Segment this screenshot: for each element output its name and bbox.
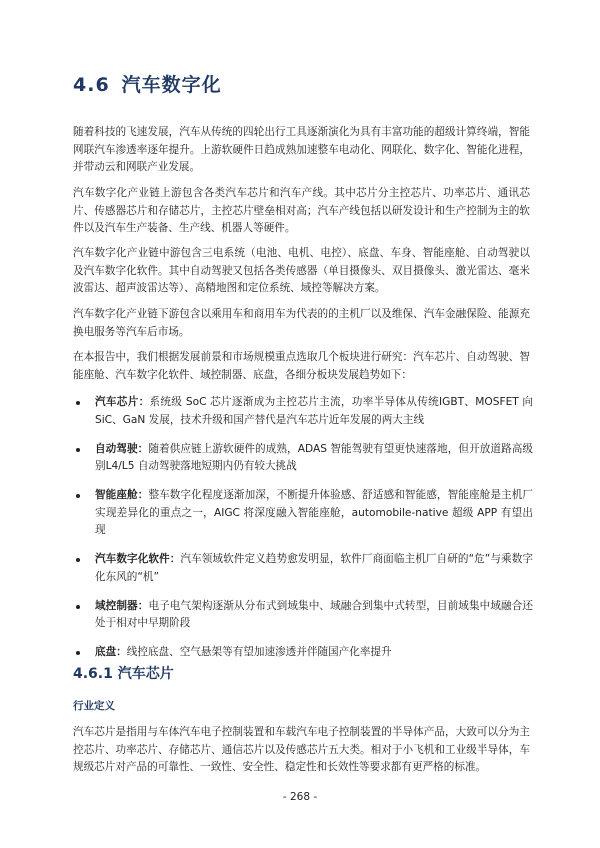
- subsection-title: 汽车芯片: [117, 666, 174, 682]
- section-heading: [73, 70, 222, 97]
- bullet-icon: [76, 494, 80, 498]
- paragraph-scope: 在本报告中，我们根据发展前景和市场规模重点选取几个板块进行研究：汽车芯片、自动驾驶、智能座舱、汽车数字化软件、域控制器、底盘，各细分板块发展趋势如下：: [73, 351, 530, 381]
- subsection-number: 4.6.1: [73, 666, 113, 682]
- list-item: 底盘：线控底盘、空气悬架等有望加速渗透并伴随国产化率提升: [73, 644, 533, 662]
- paragraph-upstream: 汽车数字化产业链上游包含各类汽车芯片和汽车产线。其中芯片分主控芯片、功率芯片、通讯芯片、传感器芯片和存储芯片，主控芯片壁垒相对高；汽车产线包括以研发设计和生产控制为主的软件以及汽车生产装备、生产线、机器人等硬件。: [73, 187, 530, 234]
- trend-list: [73, 394, 533, 673]
- list-item: 汽车数字化软件：汽车领域软件定义趋势愈发明显，软件厂商面临主机厂自研的“危”与乘数字化东风的“机”: [73, 551, 533, 586]
- subsection-heading: [73, 663, 174, 683]
- list-item: 域控制器：电子电气架构逐渐从分布式到域集中、域融合到集中式转型，目前域集中域融合还处于相对中早期阶段: [73, 598, 533, 633]
- paragraph-definition: 汽车芯片是指用与车体汽车电子控制装置和车载汽车电子控制装置的半导体产品，大致可以分为主控芯片、功率芯片、存储芯片、通信芯片以及传感芯片五大类。相对于小飞机和工业级半导体，车规级芯片对产品的可靠性、一致性、安全性、稳定性和长效性等要求都有更严格的标准。: [73, 726, 530, 773]
- bullet-icon: [76, 401, 80, 405]
- paragraph-intro: 随着科技的飞速发展，汽车从传统的四轮出行工具逐渐演化为具有丰富功能的超级计算终端，智能网联汽车渗透率逐年提升。上游软硬件日趋成熟加速整车电动化、网联化、数字化、智能化进程，并带动云和网联产业发展。: [73, 126, 530, 173]
- list-item: 智能座舱：整车数字化程度逐渐加深，不断提升体验感、舒适感和智能感，智能座舱是主机厂实现差异化的重点之一，AIGC 将深度融入智能座舱，automobile-native 超级 APP 有望出现: [73, 487, 533, 540]
- paragraph-midstream: 汽车数字化产业链中游包含三电系统（电池、电机、电控）、底盘、车身、智能座舱、自动驾驶以及汽车数字化软件。其中自动驾驶又包括各类传感器（单目摄像头、双目摄像头、激光雷达、毫米波雷达、超声波雷达等）、高精地图和定位系统、域控等解决方案。: [73, 247, 530, 294]
- section-heading-number: 4.6: [73, 74, 110, 96]
- minor-heading: 行业定义: [73, 700, 115, 712]
- bullet-icon: [76, 448, 80, 452]
- bullet-icon: [76, 558, 80, 562]
- page-number: - 268 -: [282, 791, 318, 803]
- bullet-icon: [76, 651, 80, 655]
- bullet-icon: [76, 605, 80, 609]
- section-heading-title: 汽车数字化: [121, 74, 222, 96]
- list-item: 汽车芯片：系统级 SoC 芯片逐渐成为主控芯片主流，功率半导体从传统IGBT、MOSFET 向 SiC、GaN 发展，技术升级和国产替代是汽车芯片近年发展的两大主线: [73, 394, 533, 429]
- list-item: 自动驾驶：随着供应链上游软硬件的成熟，ADAS 智能驾驶有望更快速落地，但开放道路高级别L4/L5 自动驾驶落地短期内仍有较大挑战: [73, 441, 533, 476]
- paragraph-downstream: 汽车数字化产业链下游包含以乘用车和商用车为代表的的主机厂以及维保、汽车金融保险、能源充换电服务等汽车后市场。: [73, 308, 530, 338]
